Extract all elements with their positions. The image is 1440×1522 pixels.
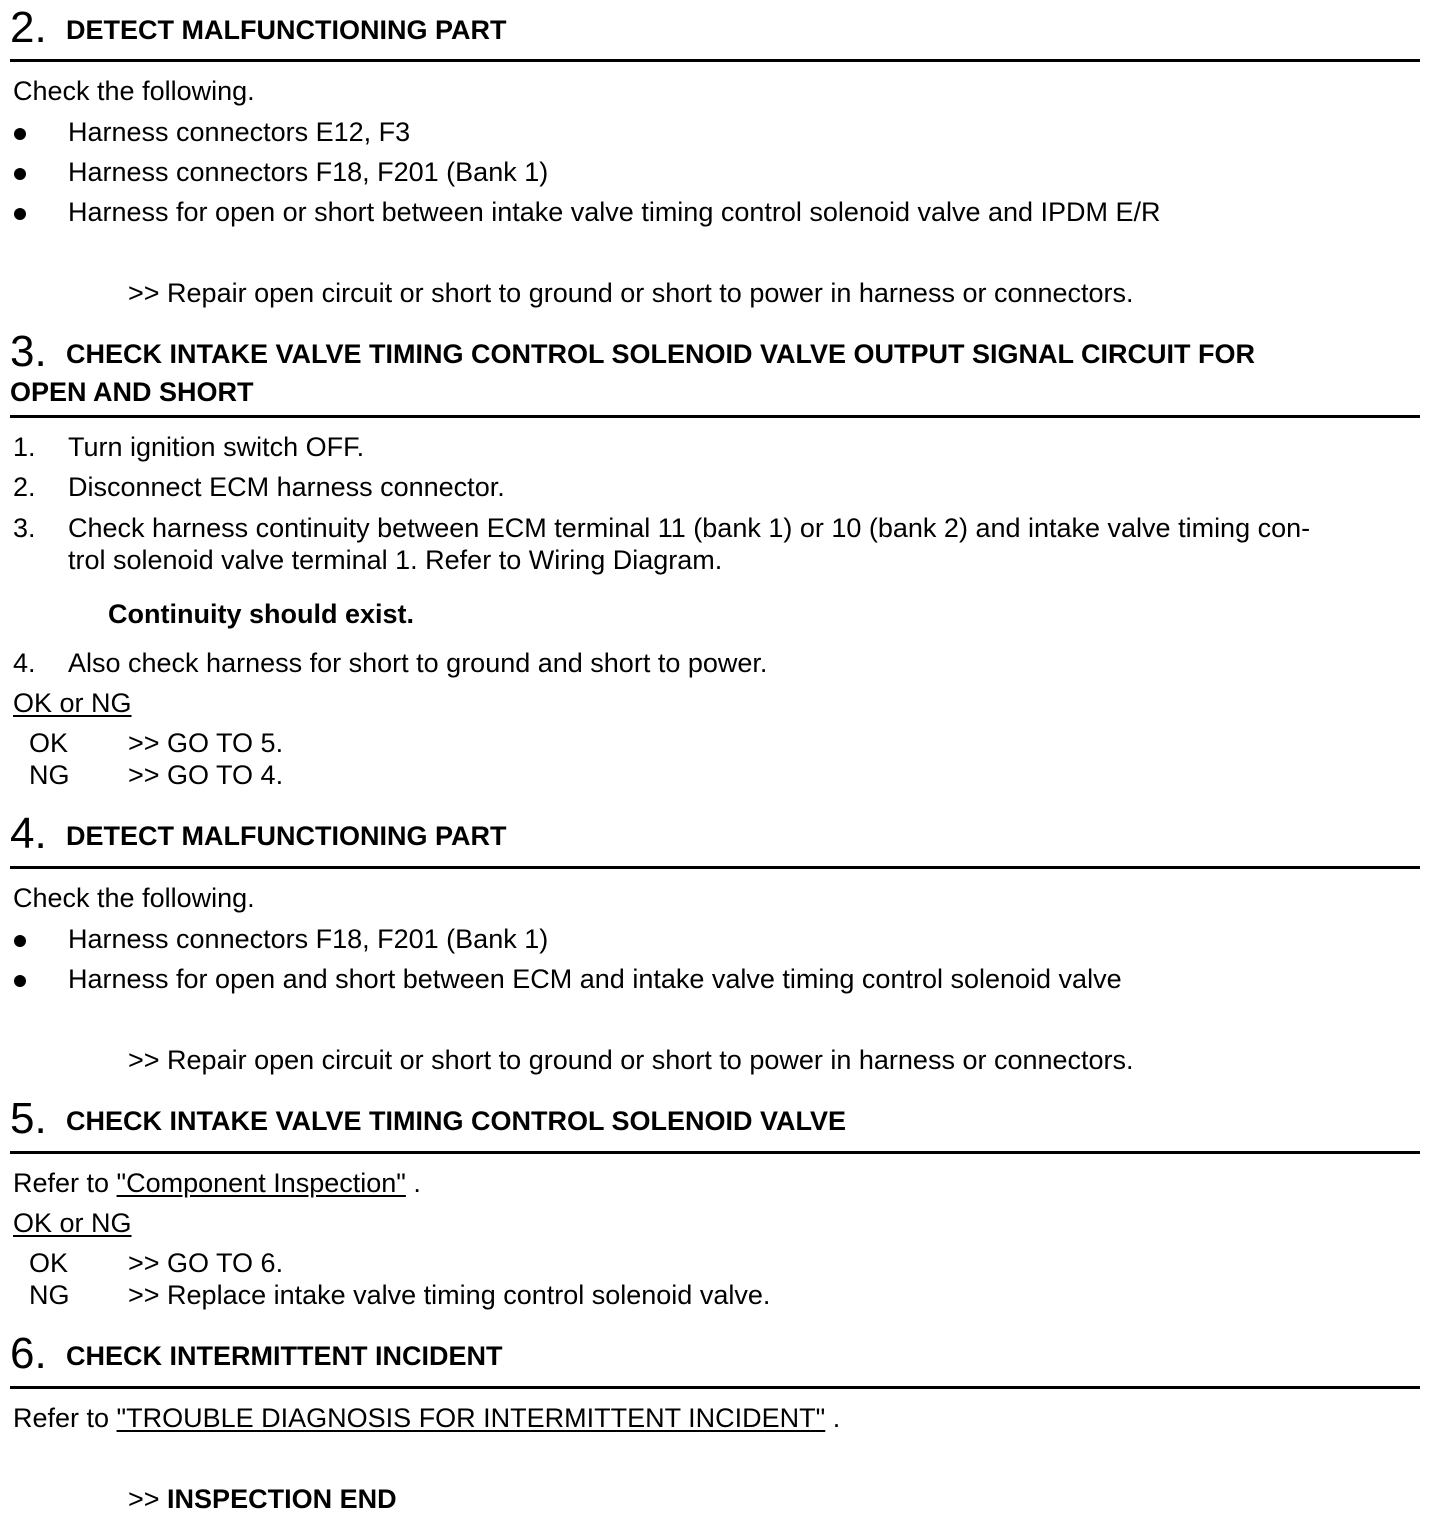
component-inspection-link[interactable]: "Component Inspection" [116, 1168, 406, 1198]
section-3-divider [10, 415, 1420, 418]
refer-suffix: . [825, 1403, 841, 1433]
ng-label: NG [29, 1280, 70, 1310]
step-text: trol solenoid valve terminal 1. Refer to Wiring Diagram. [68, 545, 723, 575]
section-6-number: 6. [10, 1329, 47, 1378]
bullet-icon [14, 208, 26, 220]
refer-prefix: Refer to [13, 1168, 117, 1198]
section-4-number: 4. [10, 809, 47, 858]
ok-label: OK [29, 1248, 69, 1278]
section-4-intro: Check the following. [13, 883, 255, 913]
continuity-note: Continuity should exist. [108, 599, 415, 629]
bullet-icon [14, 168, 26, 180]
ng-action: >> Replace intake valve timing control solenoid valve. [128, 1280, 771, 1310]
section-2-intro: Check the following. [13, 76, 255, 106]
ok-or-ng-heading: OK or NG [13, 1208, 132, 1238]
ng-action: >> GO TO 4. [128, 760, 284, 790]
inspection-end-text: INSPECTION END [167, 1484, 397, 1514]
refer-suffix: . [405, 1168, 421, 1198]
step-text: Turn ignition switch OFF. [68, 432, 365, 462]
ok-or-ng-heading: OK or NG [13, 688, 132, 718]
section-2-title: DETECT MALFUNCTIONING PART [66, 15, 507, 45]
step-text: Check harness continuity between ECM terminal 11 (bank 1) or 10 (bank 2) and intake valve timing con- [68, 513, 1311, 543]
section-5-divider [10, 1151, 1420, 1154]
section-5-title: CHECK INTAKE VALVE TIMING CONTROL SOLENOID VALVE [66, 1106, 847, 1136]
section-4-title: DETECT MALFUNCTIONING PART [66, 821, 507, 851]
step-number: 3. [13, 513, 36, 543]
step-text: Disconnect ECM harness connector. [68, 472, 505, 502]
inspection-end [128, 1483, 397, 1515]
ng-label: NG [29, 760, 70, 790]
bullet-icon [14, 128, 26, 140]
step-number: 2. [13, 472, 36, 502]
section-2-bullet-2: Harness connectors F18, F201 (Bank 1) [68, 157, 549, 187]
section-6-divider [10, 1386, 1420, 1389]
section-2-bullet-3: Harness for open or short between intake valve timing control solenoid valve and IPDM E/R [68, 197, 1161, 227]
section-4-bullet-2: Harness for open and short between ECM and intake valve timing control solenoid valve [68, 964, 1122, 994]
section-4-action: >> Repair open circuit or short to ground or short to power in harness or connectors. [128, 1045, 1134, 1075]
step-number: 1. [13, 432, 36, 462]
section-5-refer [13, 1167, 421, 1199]
trouble-diagnosis-link[interactable]: "TROUBLE DIAGNOSIS FOR INTERMITTENT INCIDENT" [116, 1403, 826, 1433]
bullet-icon [14, 935, 26, 947]
section-6-title: CHECK INTERMITTENT INCIDENT [66, 1341, 503, 1371]
section-2-bullet-1: Harness connectors E12, F3 [68, 117, 411, 147]
section-4-bullet-1: Harness connectors F18, F201 (Bank 1) [68, 924, 549, 954]
section-3-title-line-1: CHECK INTAKE VALVE TIMING CONTROL SOLENOID VALVE OUTPUT SIGNAL CIRCUIT FOR [66, 339, 1256, 369]
ok-label: OK [29, 728, 69, 758]
section-2-divider [10, 59, 1420, 62]
ok-action: >> GO TO 6. [128, 1248, 284, 1278]
section-6-refer [13, 1402, 840, 1434]
section-3-number: 3. [10, 327, 47, 376]
step-number: 4. [13, 648, 36, 678]
section-4-divider [10, 866, 1420, 869]
refer-prefix: Refer to [13, 1403, 117, 1433]
bullet-icon [14, 975, 26, 987]
section-2-action: >> Repair open circuit or short to ground or short to power in harness or connectors. [128, 278, 1134, 308]
step-text: Also check harness for short to ground and short to power. [68, 648, 768, 678]
ok-action: >> GO TO 5. [128, 728, 284, 758]
section-5-number: 5. [10, 1094, 47, 1143]
inspection-end-arrows: >> [128, 1484, 168, 1514]
section-2-number: 2. [10, 3, 47, 52]
section-3-title-line-2: OPEN AND SHORT [10, 377, 254, 407]
